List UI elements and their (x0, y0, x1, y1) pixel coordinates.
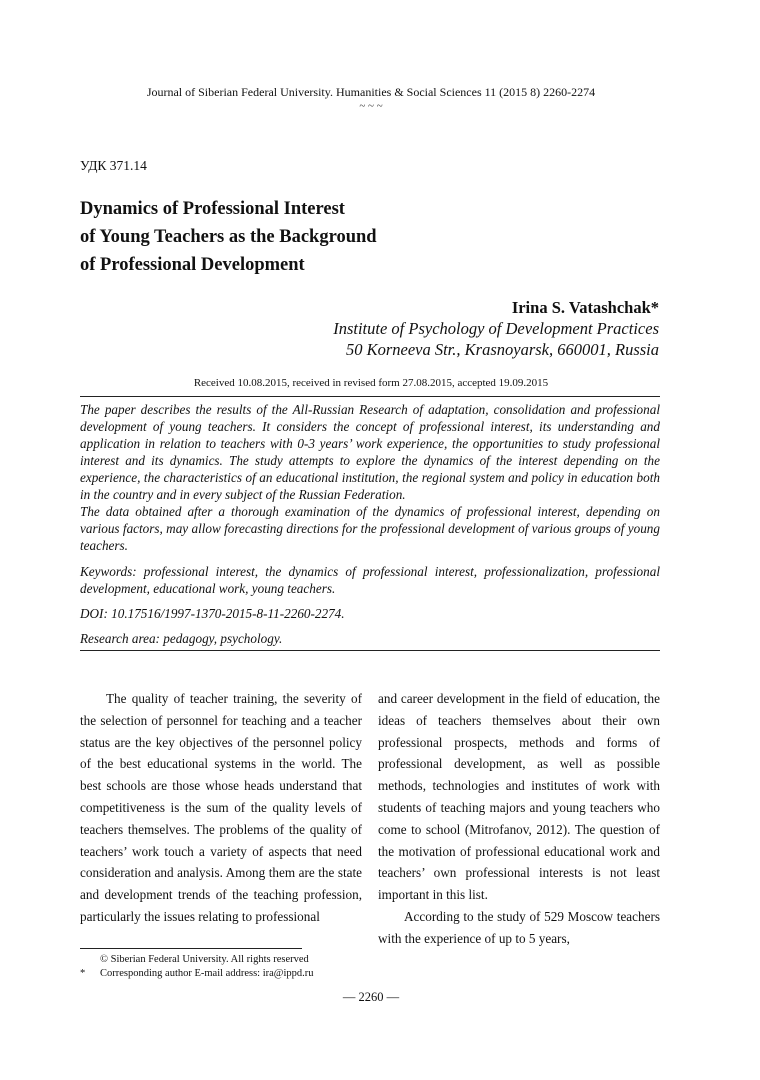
abstract-bottom-rule (80, 650, 660, 651)
author-address: 50 Korneeva Str., Krasnoyarsk, 660001, Russia (345, 340, 659, 359)
paper-title (80, 195, 377, 279)
footnote-asterisk: * (80, 968, 86, 979)
keywords: Keywords: professional interest, the dynamics of professional interest, professionalization, professional development, educational work, young teachers. (80, 564, 660, 596)
abstract-paragraph: The paper describes the results of the All-Russian Research of adaptation, consolidation and professional development of young teachers. It considers the concept of professional interest, its understanding and application in relation to teachers with 0-3 years’ work experience, the opportunities to study professional interest and its dynamics. The study attempts to explore the dynamics of the interest depending on the experience, the characteristics of an educational institution, the regional system and policy in education both in the country and in every subject of the Russian Federation. (80, 402, 660, 502)
title-line: Dynamics of Professional Interest (80, 199, 345, 219)
header-ornament: ~ ~ ~ (359, 100, 383, 112)
udk-code: УДК 371.14 (80, 158, 147, 173)
abstract-paragraph: The data obtained after a thorough examination of the dynamics of professional interest, depending on various factors, may allow forecasting directions for the professional development of various groups of young teachers. (80, 504, 660, 553)
body-column-right (378, 688, 660, 950)
abstract (80, 401, 660, 554)
body-column-left (80, 688, 362, 928)
author-name: Irina S. Vatashchak* (511, 298, 659, 317)
received-dates: Received 10.08.2015, received in revised form 27.08.2015, accepted 19.09.2015 (193, 377, 549, 389)
copyright-text: © Siberian Federal University. All rights reserved (100, 954, 309, 965)
doi: DOI: 10.17516/1997-1370-2015-8-11-2260-2274. (80, 606, 345, 621)
page-number: — 2260 — (342, 990, 400, 1004)
body-paragraph: and career development in the field of education, the ideas of teachers themselves about their own professional prospects, methods and forms of professional development, as well as possible methods, technologies and institutes of work with students of teaching majors and young teachers who come to school (Mitrofanov, 2012). The question of the motivation of professional educational work and teachers’ own professional interests is not least important in this list. (378, 691, 660, 903)
author-block (333, 297, 659, 360)
footnote-corresponding (80, 967, 314, 981)
title-line: of Professional Development (80, 255, 305, 275)
footnote-rule (80, 948, 302, 949)
journal-header: Journal of Siberian Federal University. Humanities & Social Sciences 11 (2015 8) 2260-2274 (146, 85, 596, 99)
corresponding-email: Corresponding author E-mail address: ira@ippd.ru (100, 968, 314, 979)
footnote-copyright (80, 953, 309, 967)
research-area: Research area: pedagogy, psychology. (80, 631, 283, 646)
author-affiliation: Institute of Psychology of Development Practices (333, 319, 659, 338)
abstract-top-rule (80, 396, 660, 397)
body-paragraph: The quality of teacher training, the severity of the selection of personnel for teaching and a teacher status are the key objectives of the personnel policy of the best educational systems in the world. The best schools are those whose heads understand that competitiveness is the sum of the quality levels of teachers themselves. The problems of the quality of teachers’ work touch a variety of aspects that need consideration and analysis. Among them are the state and development trends of the teaching profession, particularly the issues relating to professional (80, 691, 362, 924)
title-line: of Young Teachers as the Background (80, 227, 377, 247)
body-paragraph: According to the study of 529 Moscow teachers with the experience of up to 5 years, (378, 908, 660, 946)
